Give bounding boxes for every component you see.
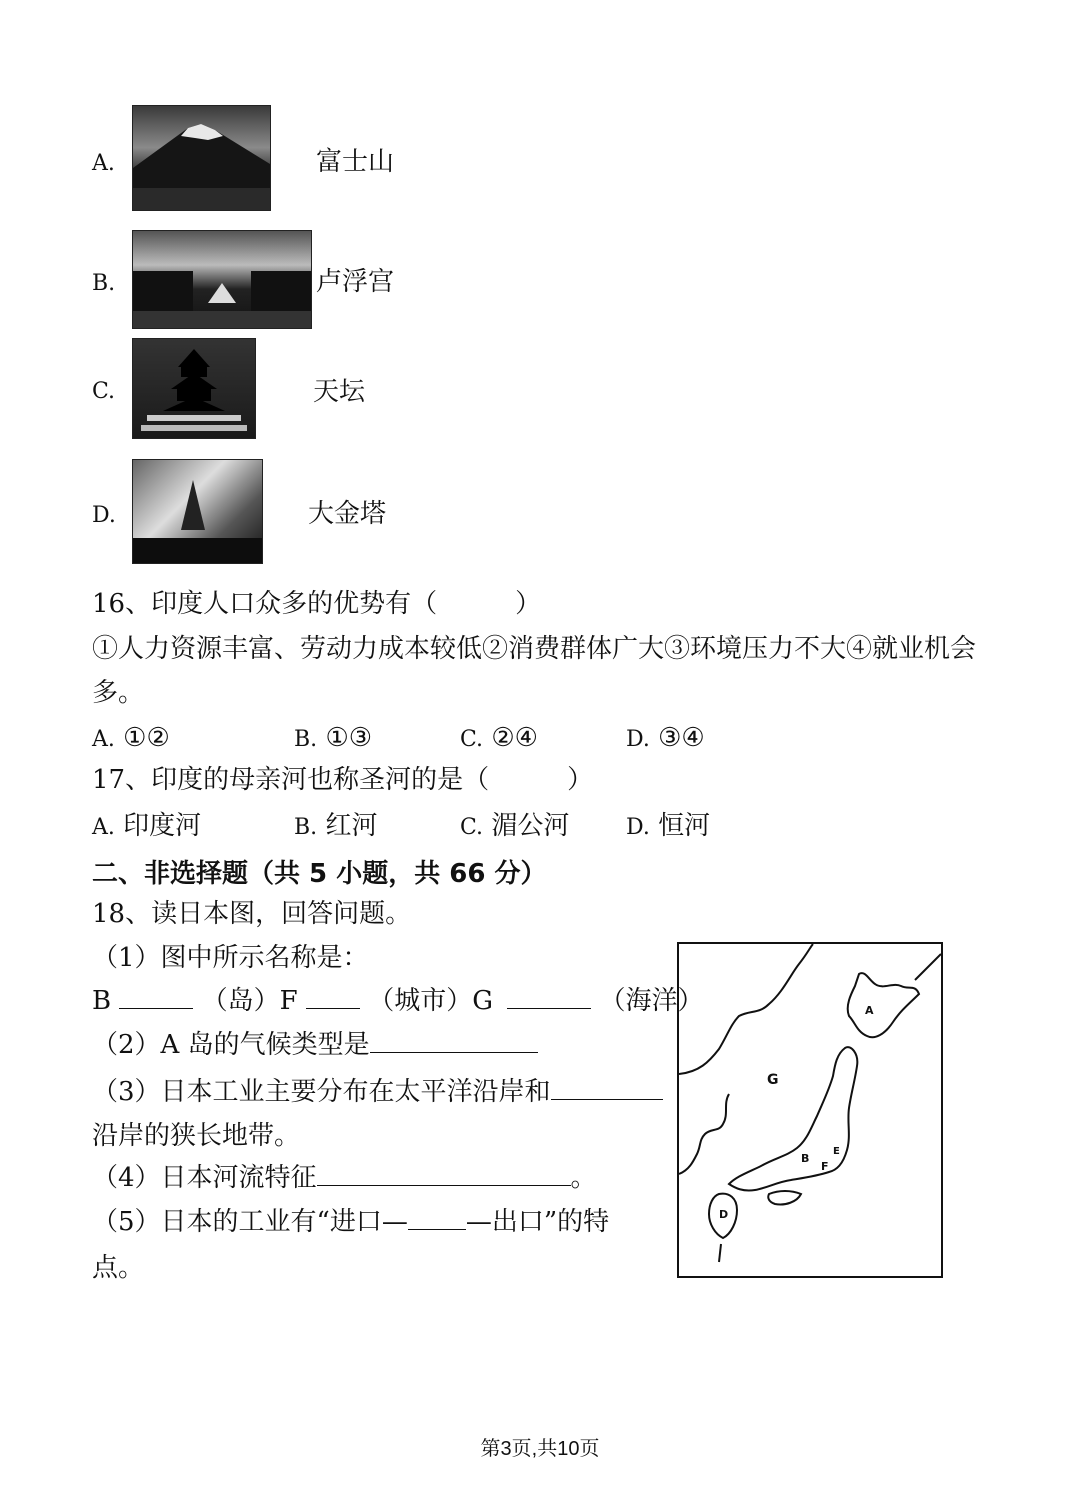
q17-option-a: A. 印度河 [92,811,202,841]
map-label-f: F [821,1160,829,1173]
louvre-image [133,231,311,328]
q18-stem: 18、读日本图，回答问题。 [92,899,412,929]
answer-blank-rivers[interactable] [317,1163,571,1186]
q18-part5-cont: 点。 [92,1253,145,1283]
map-label-g: G [767,1072,779,1088]
q17-option-b: B. 红河 [294,811,378,841]
q18-part1-blanks: B （岛）F （城市）G （海洋） [92,986,704,1016]
option-text: 天坛 [313,377,366,407]
q16-stem: 16、印度人口众多的优势有（ ） [92,589,542,619]
shwedagon-pagoda-photo [132,459,263,564]
map-label-b: B [801,1152,810,1165]
option-text: 富士山 [316,147,395,177]
q16-option-b: B. ①③ [294,723,373,753]
q16-statement-line1: ①人力资源丰富、劳动力成本较低②消费群体广大③环境压力不大④就业机会 [92,634,977,664]
q18-part5: （5）日本的工业有“进口— —出口”的特 [92,1207,610,1237]
q18-part3-cont: 沿岸的狭长地带。 [92,1121,301,1151]
mount-fuji-photo [132,105,271,211]
answer-blank-f[interactable] [306,986,360,1009]
option-letter: D. [92,503,116,528]
q18-part1: （1）图中所示名称是： [92,943,369,973]
option-text: 卢浮宫 [316,267,395,297]
q17-stem: 17、印度的母亲河也称圣河的是（ ） [92,765,594,795]
option-letter: A. [92,151,115,176]
page-footer: 第3页,共10页 [480,1438,600,1460]
option-letter: C. [92,379,116,404]
temple-of-heaven-image [133,339,255,438]
q18-part4: （4）日本河流特征 。 [92,1163,597,1193]
q16-statement-line2: 多。 [92,678,145,708]
q18-part2: （2）A 岛的气候类型是 [92,1029,538,1061]
option-text: 大金塔 [308,499,387,529]
mount-fuji-image [133,106,270,210]
map-label-a: A [865,1004,874,1017]
q17-option-d: D. 恒河 [626,811,711,841]
q16-option-a: A. ①② [92,723,170,753]
answer-blank-climate[interactable] [370,1030,538,1053]
section-heading: 二、非选择题（共 5 小题，共 66 分） [92,859,547,889]
q18-part3: （3）日本工业主要分布在太平洋沿岸和 [92,1076,663,1108]
map-label-d: D [719,1208,729,1221]
option-letter: B. [92,271,116,296]
answer-blank-coast[interactable] [551,1077,663,1100]
map-label-e: E [833,1146,840,1157]
q16-option-c: C. ②④ [460,723,538,753]
japan-map [677,942,943,1278]
japan-map-image [679,944,941,1276]
temple-of-heaven-photo [132,338,256,439]
answer-blank-process[interactable] [408,1207,466,1230]
q17-option-c: C. 湄公河 [460,811,570,841]
answer-blank-b[interactable] [119,986,193,1009]
louvre-photo [132,230,312,329]
answer-blank-g[interactable] [507,986,591,1009]
shwedagon-pagoda-image [133,460,262,563]
q16-option-d: D. ③④ [626,723,705,753]
